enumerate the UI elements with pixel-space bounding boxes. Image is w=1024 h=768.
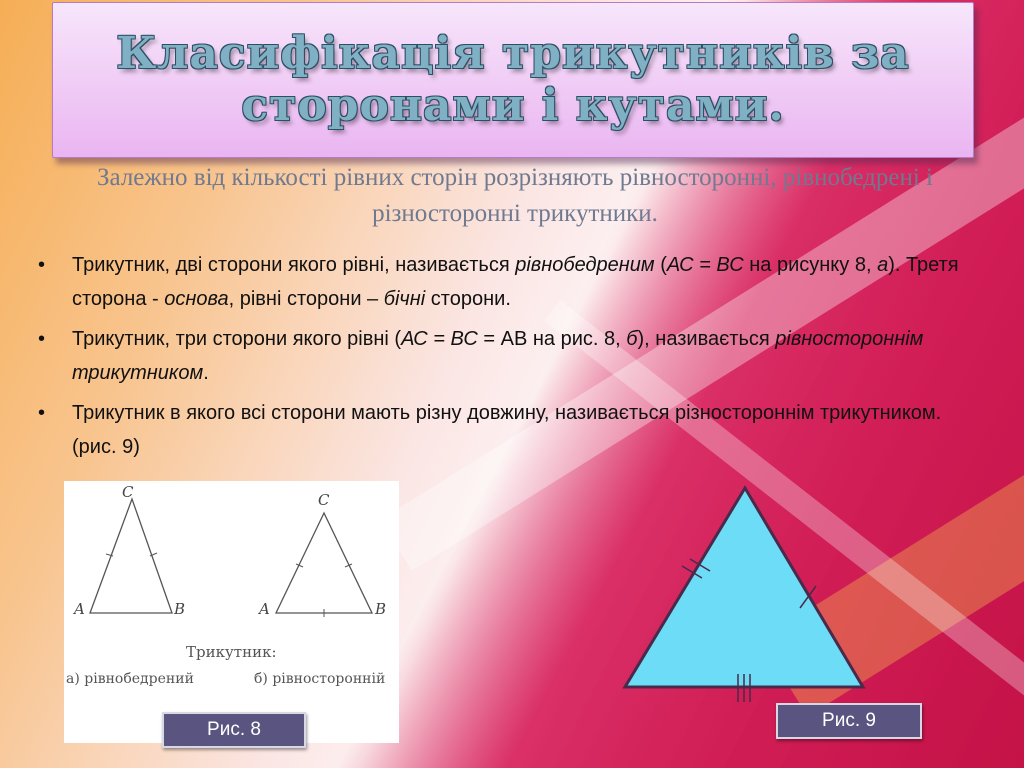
- bullet-dot: •: [38, 254, 46, 276]
- vertex-label-a: A: [74, 600, 85, 618]
- bullet-text: , рівні сторони –: [228, 288, 384, 310]
- bullet-term: основа: [164, 288, 229, 310]
- bullet-term: рівностороннім трикутником: [72, 328, 924, 384]
- bullet-text: сторони.: [425, 288, 511, 310]
- bullet-text: Трикутник, дві сторони якого рівні, називається: [72, 254, 516, 276]
- slide-title: Класифікація трикутників за сторонами і кутами.: [116, 28, 910, 131]
- vertex-label-a: A: [259, 600, 270, 618]
- bullet-term: рівнобедреним: [515, 254, 655, 276]
- bullet-dot: •: [38, 402, 46, 424]
- bullet-text: на рисунку 8,: [743, 254, 878, 276]
- vertex-label-c: C: [122, 483, 134, 501]
- vertex-label-b: B: [375, 600, 387, 618]
- bullet-formula: АС = ВС: [401, 328, 478, 350]
- bullet-item-equilateral: [38, 322, 988, 390]
- bullet-text: ). Третя сторона -: [72, 254, 959, 310]
- bullet-ref: б: [626, 328, 638, 350]
- equilateral-triangle: [276, 513, 372, 613]
- bullet-ref: а: [877, 254, 889, 276]
- vertex-label-b: B: [174, 600, 186, 618]
- figure-9-scalene-triangle: [620, 484, 870, 706]
- title-box: [52, 2, 974, 158]
- bullet-text: .: [203, 362, 209, 384]
- bullet-text: ), називається: [637, 328, 776, 350]
- bullet-list: [38, 248, 988, 470]
- bullet-text: (: [654, 254, 667, 276]
- figure-8-drawing: [64, 481, 399, 743]
- figure-8-caption: Рис. 8: [162, 712, 306, 748]
- bullet-text: Трикутник, три сторони якого рівні (: [72, 328, 402, 350]
- bullet-item-scalene: [38, 396, 988, 464]
- figure-8-image: [64, 481, 399, 743]
- bullet-formula: АС = ВС: [666, 254, 744, 276]
- figure-8-caption-b: б) рівносторонній: [254, 671, 386, 687]
- bullet-text: Трикутник в якого всі сторони мають різну довжину, називається різностороннім трикутником. (рис. 9): [72, 402, 942, 458]
- isosceles-triangle: [90, 499, 172, 613]
- figure-9-caption: Рис. 9: [776, 703, 922, 739]
- bullet-dot: •: [38, 328, 46, 350]
- bullet-term: бічні: [383, 288, 426, 310]
- slide-subtitle: Залежно від кількості рівних сторін розрізняють рівносторонні, рівнобедрені і різносторонні трикутники.: [96, 164, 933, 227]
- scalene-triangle: [625, 488, 863, 687]
- vertex-label-c: C: [318, 491, 330, 509]
- figure-8-heading: Трикутник:: [186, 643, 277, 661]
- figure-8-caption-a: а) рівнобедрений: [66, 671, 194, 687]
- bullet-item-isosceles: [38, 248, 988, 316]
- bullet-text: = АВ на рис. 8,: [477, 328, 627, 350]
